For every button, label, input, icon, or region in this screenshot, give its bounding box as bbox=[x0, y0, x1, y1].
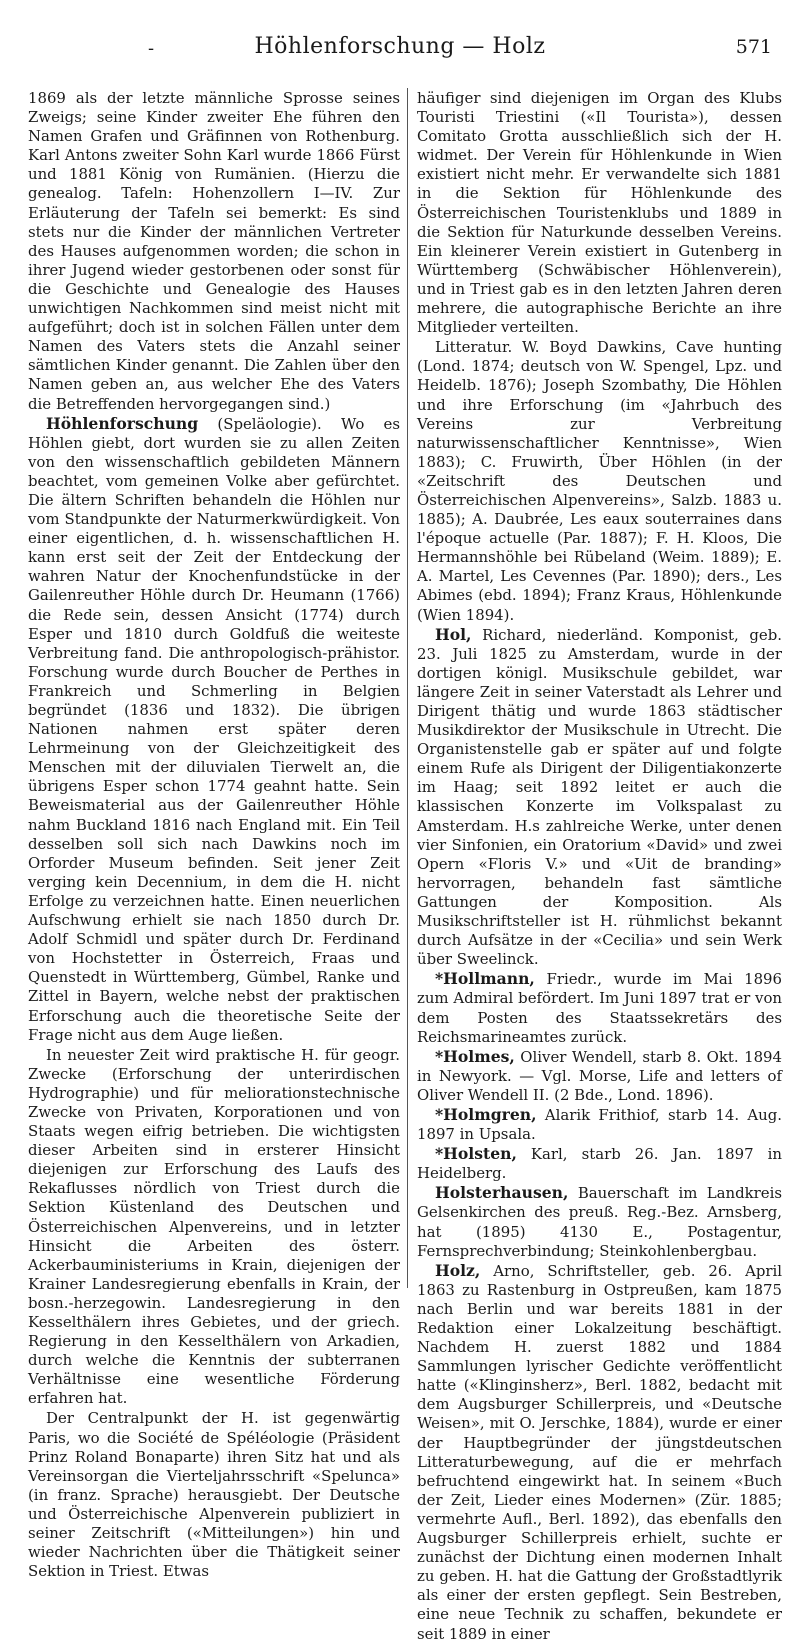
entry-headword: Höhlenforschung bbox=[46, 413, 199, 433]
entry-headword: Holsterhausen, bbox=[435, 1183, 569, 1203]
header-dash: - bbox=[148, 38, 155, 59]
paragraph-text: Oliver Wendell, starb 8. Okt. 1894 in Newyork. — Vgl. Morse, Life and letters of Oliver Wendell II. (2 Bde., Lond. 1896). bbox=[417, 1047, 782, 1104]
entry-headword: *Holmes, bbox=[435, 1046, 515, 1066]
paragraph bbox=[417, 1047, 782, 1105]
paragraph-text: Richard, niederländ. Komponist, geb. 23. Juli 1825 zu Amsterdam, wurde in der dortigen königl. Musikschule gebildet, war längere Zeit in seiner Vaterstadt als Lehrer und Dirigent thätig und wurde 1863 städtischer Musikdirektor der Musikschule in Utrecht. Die Organistenstelle gab er später auf und folgte einem Rufe als Dirigent der Diligentiakonzerte im Haag; seit 1892 leitet er auch die klassischen Konzerte im Volkspalast zu Amsterdam. H.s zahlreiche Werke, unter denen vier Sinfonien, ein Oratorium «David» und zwei Opern «Floris V.» und «Uit de branding» hervorragen, behandeln fast sämtliche Gattungen der Komposition. Als Musikschriftsteller ist H. rühmlichst bekannt durch Aufsätze in der «Cecilia» und sein Werk über Sweelinck. bbox=[417, 625, 782, 969]
paragraph-text: Arno, Schriftsteller, geb. 26. April 1863 zu Rastenburg in Ostpreußen, kam 1875 nach Berlin und war bereits 1881 in der Redaktion einer Lokalzeitung beschäftigt. Nachdem H. zuerst 1882 und 1884 Sammlungen lyrischer Gedichte veröffentlicht hatte («Klinginsherz», Berl. 1882, bedacht mit dem Augsburger Schillerpreis, und «Deutsche Weisen», mit O. Jerschke, 1884), wurde er einer der Hauptbegründer der jüngstdeutschen Litteraturbewegung, auf die er mehrfach befruchtend eingewirkt hat. In seinem «Buch der Zeit, Lieder eines Modernen» (Zür. 1885; vermehrte Aufl., Berl. 1892), das ebenfalls den Augsburger Schillerpreis erhielt, suchte er zunächst der Dichtung einen modernen Inhalt zu geben. H. hat die Gattung der Großstadtlyrik als einer der ersten gepflegt. Sein Bestreben, eine neue Technik zu schaffen, bekundete er seit 1889 in einer bbox=[417, 1261, 782, 1643]
paragraph bbox=[417, 1105, 782, 1144]
paragraph-text: Der Centralpunkt der H. ist gegenwärtig Paris, wo die Société de Spéléologie (Präsident Prinz Roland Bonaparte) ihren Sitz hat und als Vereinsorgan die Vierteljahrsschrift «Spelunca» (in franz. Sprache) herausgiebt. Der Deutsche und Österreichische Alpenverein publiziert in seiner Zeitschrift («Mitteilungen») hin und wieder Nachrichten über die Thätigkeit seiner Sektion in Triest. Etwas bbox=[28, 1409, 400, 1581]
paragraph bbox=[417, 1144, 782, 1183]
page-number: 571 bbox=[735, 36, 772, 58]
paragraph bbox=[417, 337, 782, 624]
paragraph bbox=[417, 88, 782, 337]
paragraph bbox=[28, 1408, 400, 1581]
entry-headword: Hol, bbox=[435, 624, 472, 644]
entry-headword: *Holmgren, bbox=[435, 1104, 537, 1124]
paragraph-text: Bauerschaft im Landkreis Gelsenkirchen des preuß. Reg.-Bez. Arnsberg, hat (1895) 4130 E., Postagentur, Fernsprechverbindung; Steinkohlenbergbau. bbox=[417, 1184, 782, 1260]
paragraph bbox=[28, 88, 400, 414]
paragraph bbox=[417, 625, 782, 970]
entry-headword: *Hollmann, bbox=[435, 969, 535, 989]
paragraph-text: 1869 als der letzte männliche Sprosse seines Zweigs; seine Kinder zweiter Ehe führen den Namen Grafen und Gräfinnen von Rothenburg. Karl Antons zweiter Sohn Karl wurde 1866 Fürst und 1881 König von Rumänien. (Hierzu die genealog. Tafeln: Hohenzollern I—IV. Zur Erläuterung der Tafeln sei bemerkt: Es sind stets nur die Kinder der männlichen Vertreter des Hauses aufgenommen worden; die schon in ihrer Jugend wieder gestorbenen oder sonst für die Geschichte und Genealogie des Hauses unwichtigen Nachkommen sind meist nicht mit aufgeführt; doch ist in solchen Fällen unter dem Namen des Vaters stets die Anzahl seiner sämtlichen Kinder genannt. Die Zahlen über den Namen geben an, aus welcher Ehe des Vaters die Betreffenden hervorgegangen sind.) bbox=[28, 89, 400, 413]
paragraph bbox=[417, 1261, 782, 1644]
paragraph-text: Litteratur. W. Boyd Dawkins, Cave hunting (Lond. 1874; deutsch von W. Spengel, Lpz. und Heidelb. 1876); Joseph Szombathy, Die Höhlen und ihre Erforschung (im «Jahrbuch des Vereins zur Verbreitung naturwissenschaftlicher Kenntnisse», Wien 1883); C. Fruwirth, Über Höhlen (in der «Zeitschrift des Deutschen und Österreichischen Alpenvereins», Salzb. 1883 u. 1885); A. Daubrée, Les eaux souterraines dans l'époque actuelle (Par. 1887); F. H. Kloos, Die Hermannshöhle bei Rübeland (Weim. 1889); E. A. Martel, Les Cevennes (Par. 1890); ders., Les Abimes (ebd. 1894); Franz Kraus, Höhlenkunde (Wien 1894). bbox=[417, 338, 782, 624]
paragraph-text: Friedr., wurde im Mai 1896 zum Admiral befördert. Im Juni 1897 trat er von dem Posten des Staatssekretärs des Reichsmarineamtes zurück. bbox=[417, 970, 782, 1046]
running-title: Höhlenforschung — Holz bbox=[254, 34, 546, 59]
column-divider bbox=[407, 88, 408, 1288]
entry-headword: *Holsten, bbox=[435, 1144, 517, 1164]
paragraph-text: In neuester Zeit wird praktische H. für geogr. Zwecke (Erforschung der unterirdischen Hydrographie) und für meliorationstechnische Zwecke von Privaten, Korporationen und von Staats wegen eifrig betrieben. Die wichtigsten dieser Arbeiten sind in ersterer Hinsicht diejenigen zur Erforschung des Laufs des Rekaflusses nördlich von Triest durch die Sektion Küstenland des Deutschen und Österreichischen Alpenvereins, und in letzter Hinsicht die Arbeiten des österr. Ackerbauministeriums in Krain, diejenigen der Krainer Landesregierung ebenfalls in Krain, der bosn.-herzegowin. Landesregierung in den Kesselthälern ihres Gebietes, und der griech. Regierung in den Kesselthälern von Arkadien, durch welche die Kenntnis der subterranen Verhältnisse eine wesentliche Förderung erfahren hat. bbox=[28, 1045, 400, 1408]
paragraph bbox=[28, 414, 400, 1045]
paragraph-text: häufiger sind diejenigen im Organ des Klubs Touristi Triestini («Il Tourista»), dessen Comitato Grotta ausschließlich sich der H. widmet. Der Verein für Höhlenkunde in Wien existiert nicht mehr. Er verwandelte sich 1881 in die Sektion für Höhlenkunde des Österreichischen Touristenklubs und 1889 in die Sektion für Naturkunde desselben Vereins. Ein kleinerer Verein existiert in Gutenberg in Württemberg (Schwäbischer Höhlenverein), und in Triest gab es in den letzten Jahren deren mehrere, die autographische Berichte an ihre Mitglieder verteilten. bbox=[417, 89, 782, 337]
paragraph bbox=[28, 1045, 400, 1409]
left-column bbox=[28, 88, 400, 1581]
paragraph-text: (Speläologie). Wo es Höhlen giebt, dort wurden sie zu allen Zeiten von den wissenschaftlich gebildeten Männern beachtet, vom gemeinen Volke aber gefürchtet. Die ältern Schriften behandeln die Höhlen nur vom Standpunkte der Naturmerkwürdigkeit. Von einer eigentlichen, d. h. wissenschaftlichen H. kann erst seit der Zeit der Entdeckung der wahren Natur der Knochenfundstücke in der Gailenreuther Höhle durch Dr. Heumann (1766) die Rede sein, dessen Ansicht (1774) durch Esper und 1810 durch Goldfuß die weiteste Verbreitung fand. Die anthropologisch-prähistor. Forschung wurde durch Boucher de Perthes in Frankreich und Schmerling in Belgien begründet (1836 und 1832). Die übrigen Nationen nahmen erst später deren Lehrmeinung von der Gleichzeitigkeit des Menschen mit der diluvialen Tierwelt an, die übrigens Esper schon 1774 geahnt hatte. Sein Beweismaterial aus der Gailenreuther Höhle nahm Buckland 1816 nach England mit. Ein Teil desselben soll sich nach Dawkins noch im Orforder Museum befinden. Seit jener Zeit verging kein Decennium, in dem die H. nicht Erfolge zu verzeichnen hatte. Einen neuerlichen Aufschwung erhielt sie nach 1850 durch Dr. Adolf Schmidl und später durch Dr. Ferdinand von Hochstetter in Österreich, Fraas und Quenstedt in Württemberg, Gümbel, Ranke und Zittel in Bayern, welche nebst der praktischen Erforschung auch die theoretische Seite der Frage nicht aus dem Auge ließen. bbox=[28, 414, 400, 1044]
paragraph bbox=[417, 1183, 782, 1260]
paragraph-text: Karl, starb 26. Jan. 1897 in Heidelberg. bbox=[417, 1145, 782, 1183]
right-column bbox=[417, 88, 782, 1644]
paragraph-text: Alarik Frithiof, starb 14. Aug. 1897 in Upsala. bbox=[417, 1105, 782, 1144]
paragraph bbox=[417, 969, 782, 1046]
page-header bbox=[28, 34, 772, 66]
entry-headword: Holz, bbox=[435, 1260, 481, 1280]
